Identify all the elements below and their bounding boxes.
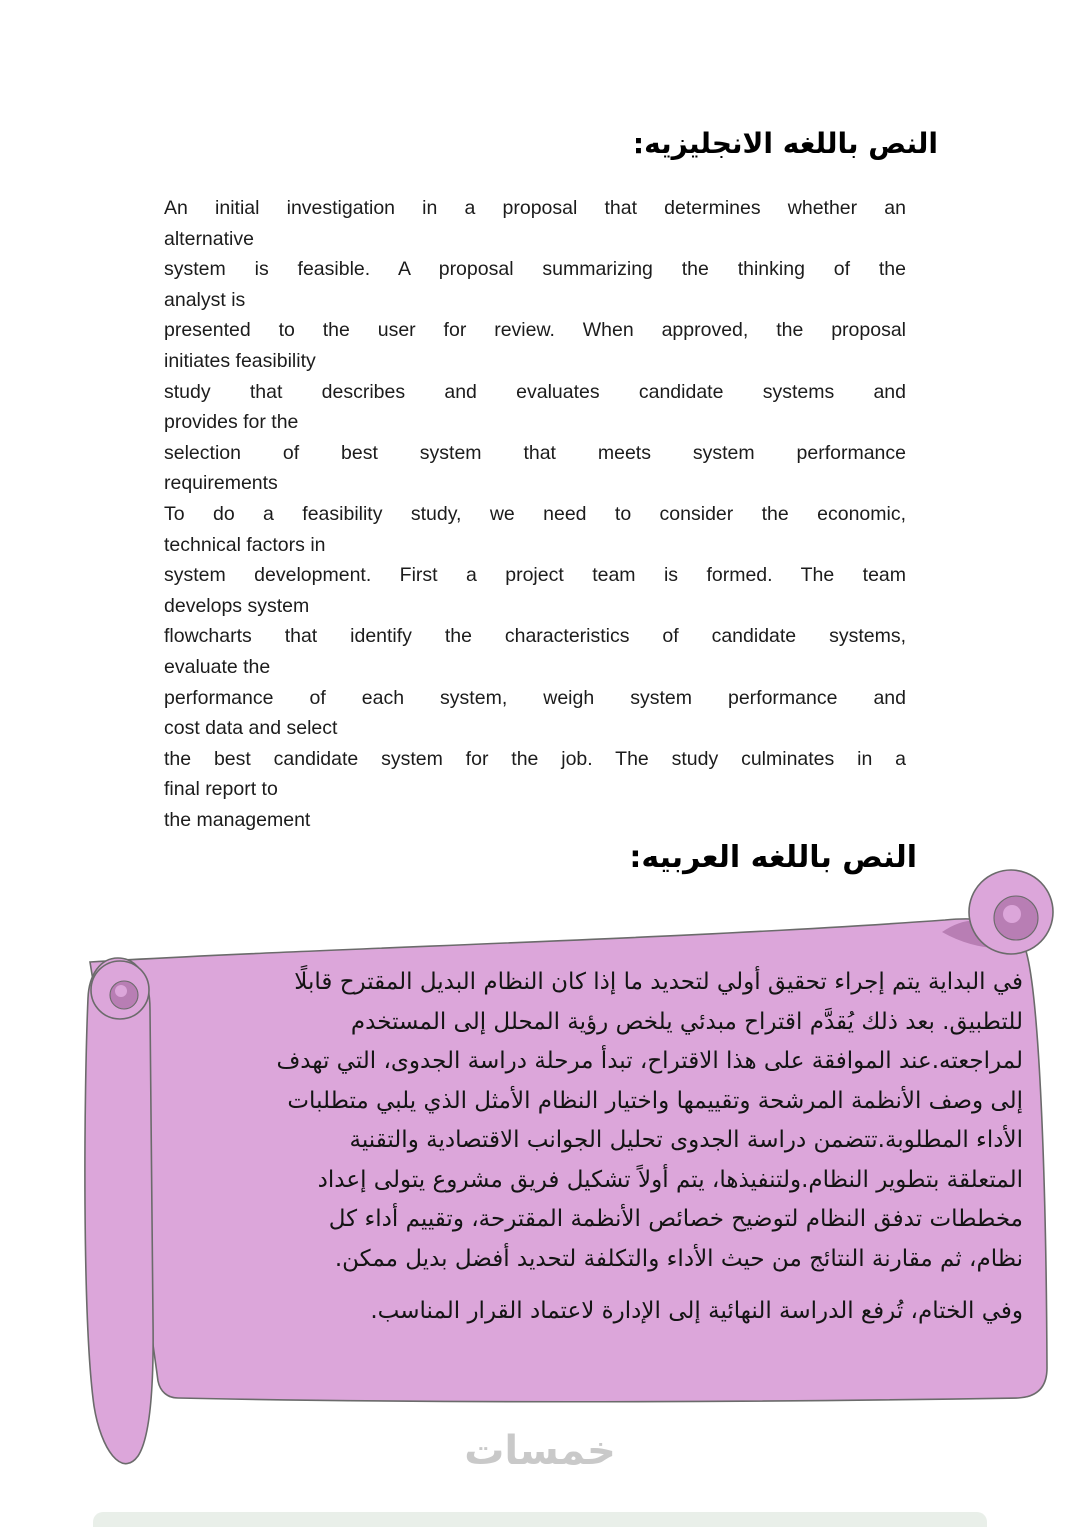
arabic-text-line: في البداية يتم إجراء تحقيق أولي لتحديد ما إذا كان النظام البديل المقترح قابلًا bbox=[294, 969, 1023, 995]
english-text-line: the best candidate system for the job. The study culminates in a bbox=[164, 747, 906, 770]
english-text-line: analyst is bbox=[164, 288, 246, 311]
english-text-line: final report to bbox=[164, 778, 278, 801]
arabic-text-lines bbox=[195, 963, 1023, 1279]
watermark-logo: خمسات bbox=[464, 1428, 616, 1474]
english-text-line: the management bbox=[164, 808, 311, 831]
english-text-line: system is feasible. A proposal summarizing the thinking of the bbox=[164, 258, 906, 281]
english-text-line: system development. First a project team is formed. The team bbox=[164, 564, 906, 587]
scroll-text bbox=[195, 963, 1023, 1332]
scroll-left-roll bbox=[85, 958, 153, 1464]
arabic-text-line: المتعلقة بتطوير النظام.ولتنفيذها، يتم أولاً تشكيل فريق مشروع يتولى إعداد bbox=[317, 1166, 1023, 1193]
english-section-heading: النص باللغه الانجليزيه: bbox=[632, 127, 938, 160]
footer-bar bbox=[93, 1512, 987, 1527]
arabic-text-line: مخططات تدفق النظام لتوضيح خصائص الأنظمة المقترحة، وتقييم أداء كل bbox=[328, 1206, 1023, 1232]
english-text-line: initiates feasibility bbox=[164, 349, 316, 372]
english-text-line: cost data and select bbox=[164, 717, 338, 740]
arabic-text-line: لمراجعته.عند الموافقة على هذا الاقتراح، تبدأ مرحلة دراسة الجدوى، التي تهدف bbox=[276, 1048, 1023, 1074]
english-text-line: alternative bbox=[164, 227, 254, 250]
arabic-text-line: للتطبيق. بعد ذلك يُقدَّم اقتراح مبدئي يلخص رؤية المحلل إلى المستخدم bbox=[350, 1008, 1023, 1035]
english-text-line: selection of best system that meets system performance bbox=[164, 441, 906, 464]
english-text-line: provides for the bbox=[164, 411, 299, 434]
english-text-line: evaluate the bbox=[164, 655, 271, 678]
scroll-left-curl-center bbox=[115, 985, 127, 997]
english-text-line: flowcharts that identify the characteristics of candidate systems, bbox=[164, 625, 906, 648]
arabic-text-line: الأداء المطلوبة.تتضمن دراسة الجدوى تحليل الجوانب الاقتصادية والتقنية bbox=[349, 1127, 1023, 1153]
english-text-line: To do a feasibility study, we need to consider the economic, bbox=[164, 502, 906, 525]
arabic-closing-line: وفي الختام، تُرفع الدراسة النهائية إلى الإدارة لاعتماد القرار المناسب. bbox=[370, 1298, 1023, 1324]
scroll-top-right-curl-center bbox=[1003, 905, 1021, 923]
english-text-line: study that describes and evaluates candidate systems and bbox=[164, 380, 906, 403]
english-text-line: technical factors in bbox=[164, 533, 326, 556]
english-text-line: An initial investigation in a proposal that determines whether an bbox=[164, 197, 906, 219]
english-text-block bbox=[164, 193, 906, 835]
english-text-line: requirements bbox=[164, 472, 278, 495]
english-text-line: develops system bbox=[164, 594, 310, 617]
english-text-line: presented to the user for review. When approved, the proposal bbox=[164, 319, 906, 342]
english-text-line: performance of each system, weigh system performance and bbox=[164, 686, 906, 709]
arabic-text-line: نظام، ثم مقارنة النتائج من حيث الأداء والتكلفة لتحديد أفضل بديل ممكن. bbox=[334, 1245, 1023, 1272]
arabic-text-line: إلى وصف الأنظمة المرشحة وتقييمها واختيار النظام الأمثل الذي يلبي متطلبات bbox=[287, 1087, 1023, 1114]
arabic-section-heading: النص باللغه العربيه: bbox=[629, 840, 917, 875]
